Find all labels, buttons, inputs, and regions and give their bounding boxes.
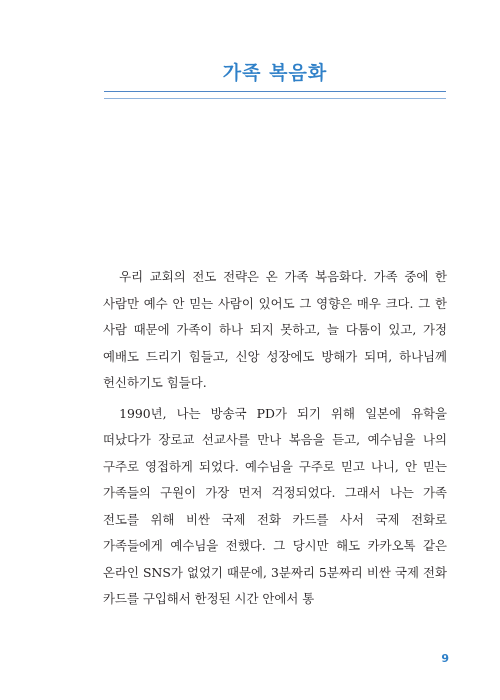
paragraph: 우리 교회의 전도 전략은 온 가족 복음화다. 가족 중에 한 사람만 예수 안 믿는 사람이 있어도 그 영향은 매우 크다. 그 한 사람 때문에 가족이 하나 되지 못하고, 늘 다툼이 있고, 가정 예배도 드리기 힘들고, 신앙 성장에도 방해가 되며, 하나님께 헌신하기도 힘들다. bbox=[103, 269, 447, 390]
page-number: 9 bbox=[441, 652, 449, 665]
paragraph: 1990년, 나는 방송국 PD가 되기 위해 일본에 유학을 떠났다가 장로교 선교사를 만나 복음을 듣고, 예수님을 나의 구주로 영접하게 되었다. 예수님을 구주로 믿고 나니, 안 믿는 가족들의 구원이 가장 먼저 걱정되었다. 그래서 나는 가족 전도를 위해 비싼 국제 전화 카드를 사서 국제 전화로 가족들에게 예수님을 전했다. 그 당시만 해도 카카오톡 같은 온라인 SNS가 없었기 때문에, 3분짜리 5분짜리 비싼 국제 전화 카드를 구입해서 한정된 시간 안에서 통 bbox=[103, 405, 447, 606]
body-text bbox=[103, 264, 447, 617]
title-divider bbox=[104, 91, 446, 99]
chapter-title: 가족 복음화 bbox=[222, 62, 328, 84]
